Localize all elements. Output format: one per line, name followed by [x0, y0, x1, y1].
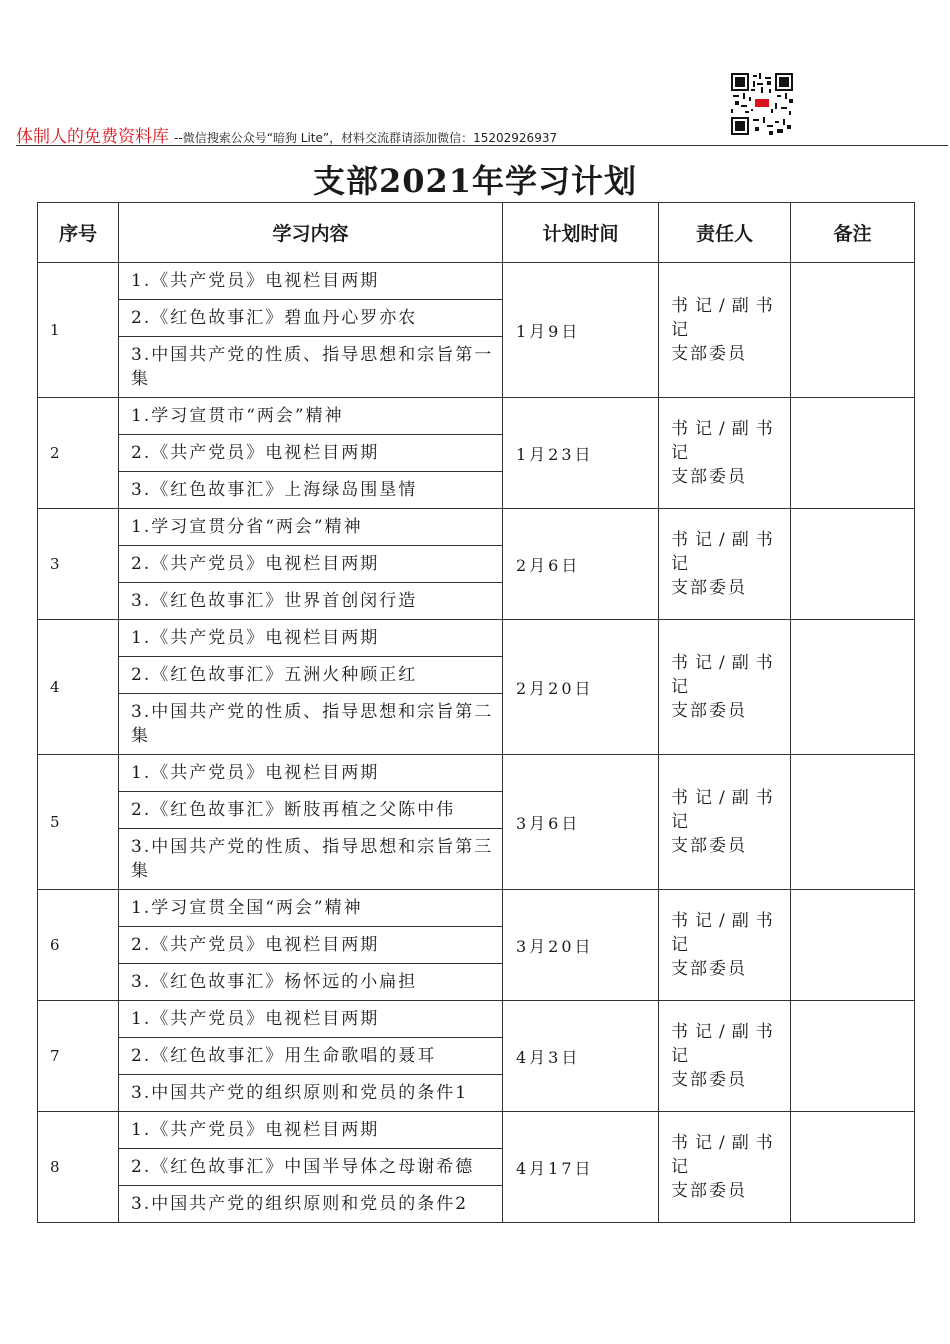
- header-notes: 备注: [791, 203, 915, 263]
- study-item: 3.中国共产党的性质、指导思想和宗旨第一集: [119, 337, 503, 398]
- study-item: 1.《共产党员》电视栏目两期: [119, 1112, 503, 1149]
- study-item: 2.《红色故事汇》中国半导体之母谢希德: [119, 1149, 503, 1186]
- responsible-primary: 书记/副书记: [671, 1133, 780, 1177]
- row-number: 3: [38, 509, 119, 620]
- table-header-row: [38, 203, 915, 263]
- study-item: 1.学习宣贯市“两会”精神: [119, 398, 503, 435]
- responsible-secondary: 支部委员: [671, 836, 747, 856]
- notes-cell: [791, 890, 915, 1001]
- qr-code-icon: [731, 73, 793, 135]
- planned-date: 3月20日: [503, 890, 659, 1001]
- study-item: 3.《红色故事汇》杨怀远的小扁担: [119, 964, 503, 1001]
- study-plan-table: [37, 202, 915, 1223]
- header-divider: [16, 145, 948, 146]
- header-responsible: 责任人: [659, 203, 791, 263]
- brand-text: 体制人的免费资料库: [16, 127, 169, 147]
- responsible-primary: 书记/副书记: [671, 530, 780, 574]
- notes-cell: [791, 263, 915, 398]
- table-row: [38, 263, 915, 300]
- responsible-cell: [659, 620, 791, 755]
- responsible-secondary: 支部委员: [671, 344, 747, 364]
- responsible-cell: [659, 1112, 791, 1223]
- study-item: 1.《共产党员》电视栏目两期: [119, 620, 503, 657]
- study-item: 2.《共产党员》电视栏目两期: [119, 927, 503, 964]
- planned-date: 2月6日: [503, 509, 659, 620]
- responsible-secondary: 支部委员: [671, 578, 747, 598]
- row-number: 6: [38, 890, 119, 1001]
- responsible-cell: [659, 1001, 791, 1112]
- planned-date: 1月23日: [503, 398, 659, 509]
- notes-cell: [791, 620, 915, 755]
- responsible-primary: 书记/副书记: [671, 788, 780, 832]
- study-item: 2.《红色故事汇》断肢再植之父陈中伟: [119, 792, 503, 829]
- study-item: 1.学习宣贯全国“两会”精神: [119, 890, 503, 927]
- row-number: 2: [38, 398, 119, 509]
- study-item: 3.中国共产党的组织原则和党员的条件1: [119, 1075, 503, 1112]
- page-title: 支部2021年学习计划: [312, 162, 638, 200]
- responsible-cell: [659, 263, 791, 398]
- study-item: 1.《共产党员》电视栏目两期: [119, 755, 503, 792]
- responsible-primary: 书记/副书记: [671, 911, 780, 955]
- header-banner: [16, 122, 934, 147]
- planned-date: 4月17日: [503, 1112, 659, 1223]
- table-row: [38, 398, 915, 435]
- responsible-secondary: 支部委员: [671, 701, 747, 721]
- study-item: 2.《红色故事汇》五洲火种顾正红: [119, 657, 503, 694]
- study-item: 3.中国共产党的性质、指导思想和宗旨第三集: [119, 829, 503, 890]
- responsible-primary: 书记/副书记: [671, 419, 780, 463]
- table-row: [38, 1001, 915, 1038]
- table-row: [38, 890, 915, 927]
- responsible-secondary: 支部委员: [671, 1181, 747, 1201]
- notes-cell: [791, 755, 915, 890]
- study-item: 3.《红色故事汇》上海绿岛围垦情: [119, 472, 503, 509]
- responsible-secondary: 支部委员: [671, 467, 747, 487]
- responsible-primary: 书记/副书记: [671, 296, 780, 340]
- planned-date: 1月9日: [503, 263, 659, 398]
- notes-cell: [791, 1001, 915, 1112]
- responsible-secondary: 支部委员: [671, 1070, 747, 1090]
- row-number: 4: [38, 620, 119, 755]
- study-item: 1.《共产党员》电视栏目两期: [119, 263, 503, 300]
- study-item: 1.学习宣贯分省“两会”精神: [119, 509, 503, 546]
- notes-cell: [791, 509, 915, 620]
- study-item: 1.《共产党员》电视栏目两期: [119, 1001, 503, 1038]
- planned-date: 3月6日: [503, 755, 659, 890]
- header-date: 计划时间: [503, 203, 659, 263]
- row-number: 8: [38, 1112, 119, 1223]
- responsible-secondary: 支部委员: [671, 959, 747, 979]
- banner-text: --微信搜索公众号“暗狗 Lite”，材料交流群请添加微信：15202926937: [174, 131, 558, 145]
- row-number: 1: [38, 263, 119, 398]
- planned-date: 4月3日: [503, 1001, 659, 1112]
- responsible-cell: [659, 509, 791, 620]
- study-item: 3.中国共产党的组织原则和党员的条件2: [119, 1186, 503, 1223]
- header-content: 学习内容: [119, 203, 503, 263]
- responsible-cell: [659, 398, 791, 509]
- study-item: 3.中国共产党的性质、指导思想和宗旨第二集: [119, 694, 503, 755]
- responsible-cell: [659, 755, 791, 890]
- row-number: 7: [38, 1001, 119, 1112]
- responsible-primary: 书记/副书记: [671, 1022, 780, 1066]
- table-body: [38, 263, 915, 1223]
- study-item: 3.《红色故事汇》世界首创闵行造: [119, 583, 503, 620]
- study-item: 2.《红色故事汇》用生命歌唱的聂耳: [119, 1038, 503, 1075]
- study-item: 2.《共产党员》电视栏目两期: [119, 435, 503, 472]
- responsible-primary: 书记/副书记: [671, 653, 780, 697]
- table-row: [38, 1112, 915, 1149]
- notes-cell: [791, 1112, 915, 1223]
- notes-cell: [791, 398, 915, 509]
- study-item: 2.《红色故事汇》碧血丹心罗亦农: [119, 300, 503, 337]
- row-number: 5: [38, 755, 119, 890]
- table-row: [38, 620, 915, 657]
- table-row: [38, 509, 915, 546]
- study-item: 2.《共产党员》电视栏目两期: [119, 546, 503, 583]
- header-seq: 序号: [38, 203, 119, 263]
- planned-date: 2月20日: [503, 620, 659, 755]
- table-row: [38, 755, 915, 792]
- responsible-cell: [659, 890, 791, 1001]
